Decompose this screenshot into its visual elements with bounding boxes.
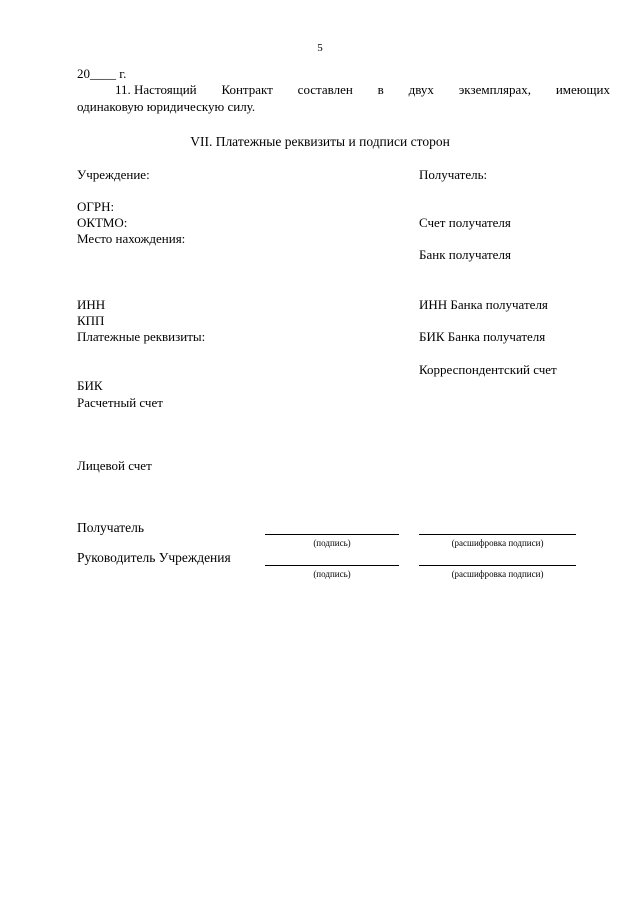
clause-text-line1 — [77, 82, 610, 98]
signature-line — [265, 534, 399, 535]
transcript-line — [419, 565, 576, 566]
clause-word: экземплярах, — [458, 82, 532, 97]
inn-label: ИНН — [77, 297, 106, 312]
institution-label: Учреждение: — [77, 167, 150, 182]
settlement-account-label: Расчетный счет — [77, 395, 163, 410]
signature-label-recipient: Получатель — [77, 520, 145, 535]
clause-word: имеющих — [555, 82, 610, 97]
ogrn-label: ОГРН: — [77, 199, 115, 214]
bank-bik-label: БИК Банка получателя — [419, 329, 546, 344]
recipient-bank-label: Банк получателя — [419, 247, 511, 262]
section-title: VII. Платежные реквизиты и подписи сторон — [190, 134, 450, 149]
transcript-caption: (расшифровка подписи) — [451, 538, 544, 548]
clause-word: составлен — [297, 82, 353, 97]
bik-label: БИК — [77, 378, 103, 393]
recipient-label: Получатель: — [419, 167, 488, 182]
payment-details-label: Платежные реквизиты: — [77, 329, 206, 344]
page-number: 5 — [317, 42, 323, 54]
bank-inn-label: ИНН Банка получателя — [419, 297, 548, 312]
kpp-label: КПП — [77, 313, 105, 328]
correspondent-account-label: Корреспондентский счет — [419, 362, 557, 377]
signature-line — [265, 565, 399, 566]
clause-word: 11. Настоящий — [115, 82, 197, 97]
transcript-line — [419, 534, 576, 535]
recipient-account-label: Счет получателя — [419, 215, 511, 230]
year-line: 20____ г. — [77, 66, 127, 81]
oktmo-label: ОКТМО: — [77, 215, 128, 230]
signature-caption: (подпись) — [313, 569, 351, 579]
transcript-caption: (расшифровка подписи) — [451, 569, 544, 579]
clause-text-line2: одинаковую юридическую силу. — [77, 99, 256, 114]
signature-label-head: Руководитель Учреждения — [77, 550, 231, 565]
clause-word: Контракт — [221, 82, 273, 97]
signature-caption: (подпись) — [313, 538, 351, 548]
personal-account-label: Лицевой счет — [77, 458, 152, 473]
clause-word: в — [377, 82, 384, 97]
location-label: Место нахождения: — [77, 231, 186, 246]
clause-word: двух — [408, 82, 434, 97]
